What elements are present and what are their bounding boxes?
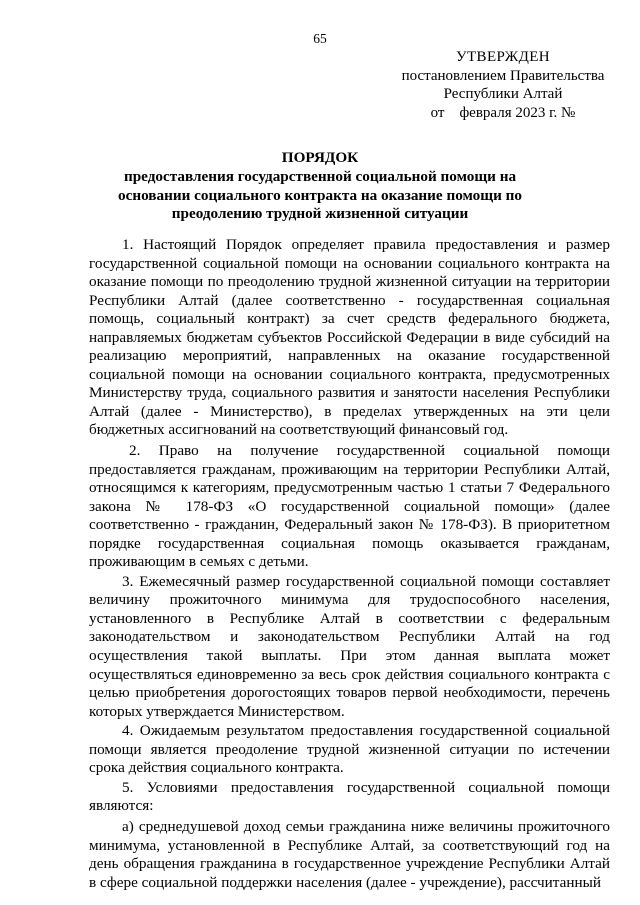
document-body	[89, 236, 610, 892]
paragraph-1: 1. Настоящий Порядок определяет правила предоставления и размер государственной социальной помощи на основании социального контракта на оказание помощи по преодолению трудной жизненной ситуации на территории Республики Алтай (далее соответственно - государственная социальная помощь, социальный контракт) за счет средств федерального бюджета, направляемых бюджетам субъектов Российской Федерации в виде субсидий на реализацию мероприятий, направленных на оказание государственной социальной помощи на основании социального контракта, предусмотренных Министерству труда, социального развития и занятости населения Республики Алтай (далее - Министерство), в пределах утвержденных на эти цели бюджетных ассигнований на соответствующий финансовый год.	[89, 236, 610, 439]
approval-line-republic: Республики Алтай	[443, 86, 563, 102]
page-number: 65	[313, 31, 327, 46]
paragraph-3: 3. Ежемесячный размер государственной социальной помощи составляет величину прожиточного минимума для трудоспособного населения, установленного в Республике Алтай в соответствии с федеральным законодательством и законодательством Республики Алтай на год осуществления такой выплаты. При этом данная выплата может осуществляться единовременно за весь срок действия социального контракта с целью приобретения дорогостоящих товаров первой необходимости, перечень которых утверждается Министерством.	[89, 572, 610, 720]
paragraph-5: 5. Условиями предоставления государственной социальной помощи являются:	[89, 778, 610, 815]
approval-line-resolution: постановлением Правительства	[401, 67, 605, 84]
paragraph-5a: а) среднедушевой доход семьи гражданина ниже величины прожиточного минимума, установленной в Республике Алтай, за соответствующий год на день обращения гражданина в государственное учреждение Республики Алтай в сфере социальной поддержки населения (далее - учреждение), рассчитанный	[89, 817, 610, 891]
document-subtitle: предоставления государственной социальной помощи на основании социального контракта на оказание помощи по преодолению трудной жизненной ситуации	[118, 168, 522, 222]
approval-line-date: от февраля 2023 г. №	[430, 104, 576, 121]
approval-stamp	[392, 48, 614, 122]
document-title: ПОРЯДОК	[281, 149, 359, 166]
approval-line-approved: УТВЕРЖДЕН	[455, 49, 551, 65]
paragraph-2: 2. Право на получение государственной социальной помощи предоставляется гражданам, проживающим на территории Республики Алтай, относящимся к категориям, предусмотренным частью 1 статьи 7 Федерального закона № 178-ФЗ «О государственной социальной помощи» (далее соответственно - гражданин, Федеральный закон № 178-ФЗ). В приоритетном порядке государственная социальная помощь оказывается гражданам, проживающим в семьях с детьми.	[89, 442, 610, 571]
paragraph-4: 4. Ожидаемым результатом предоставления государственной социальной помощи является преодоление трудной жизненной ситуации по истечении срока действия социального контракта.	[89, 722, 610, 777]
